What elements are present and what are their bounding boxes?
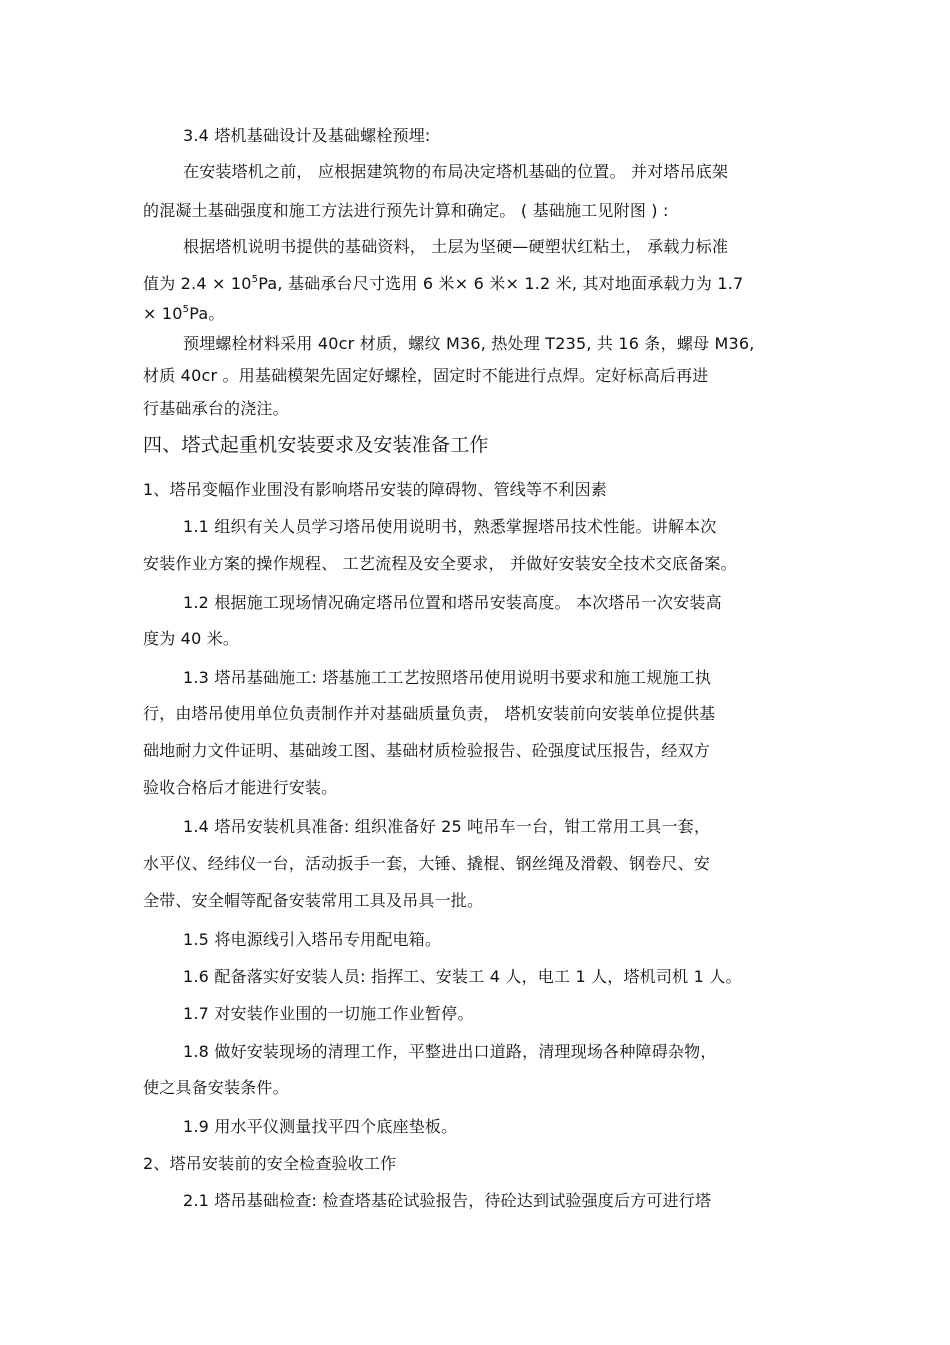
superscript: 5 bbox=[251, 274, 259, 285]
paragraph-line: 材质 40cr 。用基础模架先固定好螺栓，固定时不能进行点焊。定好标高后再进 bbox=[143, 366, 709, 385]
paragraph-line: 使之具备安装条件。 bbox=[143, 1078, 289, 1097]
paragraph-line: 2.1 塔吊基础检查: 检查塔基砼试验报告，待砼达到试验强度后方可进行塔 bbox=[183, 1191, 712, 1210]
paragraph-line: 1.9 用水平仪测量找平四个底座垫板。 bbox=[183, 1117, 458, 1136]
paragraph-line: 1.7 对安装作业围的一切施工作业暂停。 bbox=[183, 1004, 474, 1023]
paragraph-line: 1.4 塔吊安装机具准备: 组织准备好 25 吨吊车一台，钳工常用工具一套， bbox=[183, 817, 711, 836]
paragraph-line: 在安装塔机之前， 应根据建筑物的布局决定塔机基础的位置。 并对塔吊底架 bbox=[183, 162, 729, 181]
paragraph-line: 1.2 根据施工现场情况确定塔吊位置和塔吊安装高度。 本次塔吊一次安装高 bbox=[183, 593, 722, 612]
paragraph-line: 1.3 塔吊基础施工: 塔基施工工艺按照塔吊使用说明书要求和施工规施工执 bbox=[183, 668, 712, 687]
text-run: Pa, 基础承台尺寸选用 6 米× 6 米× 1.2 米, 其对地面承载力为 1.7 bbox=[258, 274, 744, 293]
text-run: Pa。 bbox=[189, 304, 225, 323]
text-run: 值为 2.4 × 10 bbox=[143, 274, 252, 293]
paragraph-line: 行基础承台的浇注。 bbox=[143, 399, 289, 418]
paragraph-line bbox=[143, 299, 225, 325]
paragraph-line: 的混凝土基础强度和施工方法进行预先计算和确定。 ( 基础施工见附图 ) : bbox=[143, 201, 669, 220]
paragraph-line: 1.1 组织有关人员学习塔吊使用说明书，熟悉掌握塔吊技术性能。讲解本次 bbox=[183, 517, 717, 536]
section-3-4-title: 3.4 塔机基础设计及基础螺栓预埋: bbox=[183, 126, 431, 145]
section-2-title: 2、塔吊安装前的安全检查验收工作 bbox=[143, 1154, 397, 1173]
paragraph-line: 全带、安全帽等配备安装常用工具及吊具一批。 bbox=[143, 891, 484, 910]
superscript: 5 bbox=[182, 304, 190, 315]
paragraph-line: 水平仪、经纬仪一台，活动扳手一套，大锤、撬棍、钢丝绳及滑毂、钢卷尺、安 bbox=[143, 854, 711, 873]
paragraph-line: 预埋螺栓材料采用 40cr 材质，螺纹 M36, 热处理 T235, 共 16 条，螺母 M36, bbox=[183, 334, 755, 353]
section-1-title: 1、塔吊变幅作业围没有影响塔吊安装的障碍物、管线等不利因素 bbox=[143, 480, 607, 499]
paragraph-line: 验收合格后才能进行安装。 bbox=[143, 778, 338, 797]
paragraph-line bbox=[143, 269, 743, 295]
paragraph-line: 度为 40 米。 bbox=[143, 629, 240, 648]
paragraph-line: 行，由塔吊使用单位负责制作并对基础质量负责， 塔机安装前向安装单位提供基 bbox=[143, 704, 716, 723]
paragraph-line: 础地耐力文件证明、基础竣工图、基础材质检验报告、砼强度试压报告，经双方 bbox=[143, 741, 711, 760]
paragraph-line: 1.6 配备落实好安装人员: 指挥工、安装工 4 人，电工 1 人，塔机司机 1 人。 bbox=[183, 967, 742, 986]
paragraph-line: 1.5 将电源线引入塔吊专用配电箱。 bbox=[183, 930, 442, 949]
text-run: × 10 bbox=[143, 304, 183, 323]
paragraph-line: 根据塔机说明书提供的基础资料， 土层为坚硬—硬塑状红粘土， 承载力标准 bbox=[183, 237, 729, 256]
chapter-title: 四、塔式起重机安装要求及安装准备工作 bbox=[143, 434, 489, 456]
paragraph-line: 安装作业方案的操作规程、 工艺流程及安全要求， 并做好安装安全技术交底备案。 bbox=[143, 554, 737, 573]
paragraph-line: 1.8 做好安装现场的清理工作，平整进出口道路，清理现场各种障碍杂物， bbox=[183, 1042, 717, 1061]
